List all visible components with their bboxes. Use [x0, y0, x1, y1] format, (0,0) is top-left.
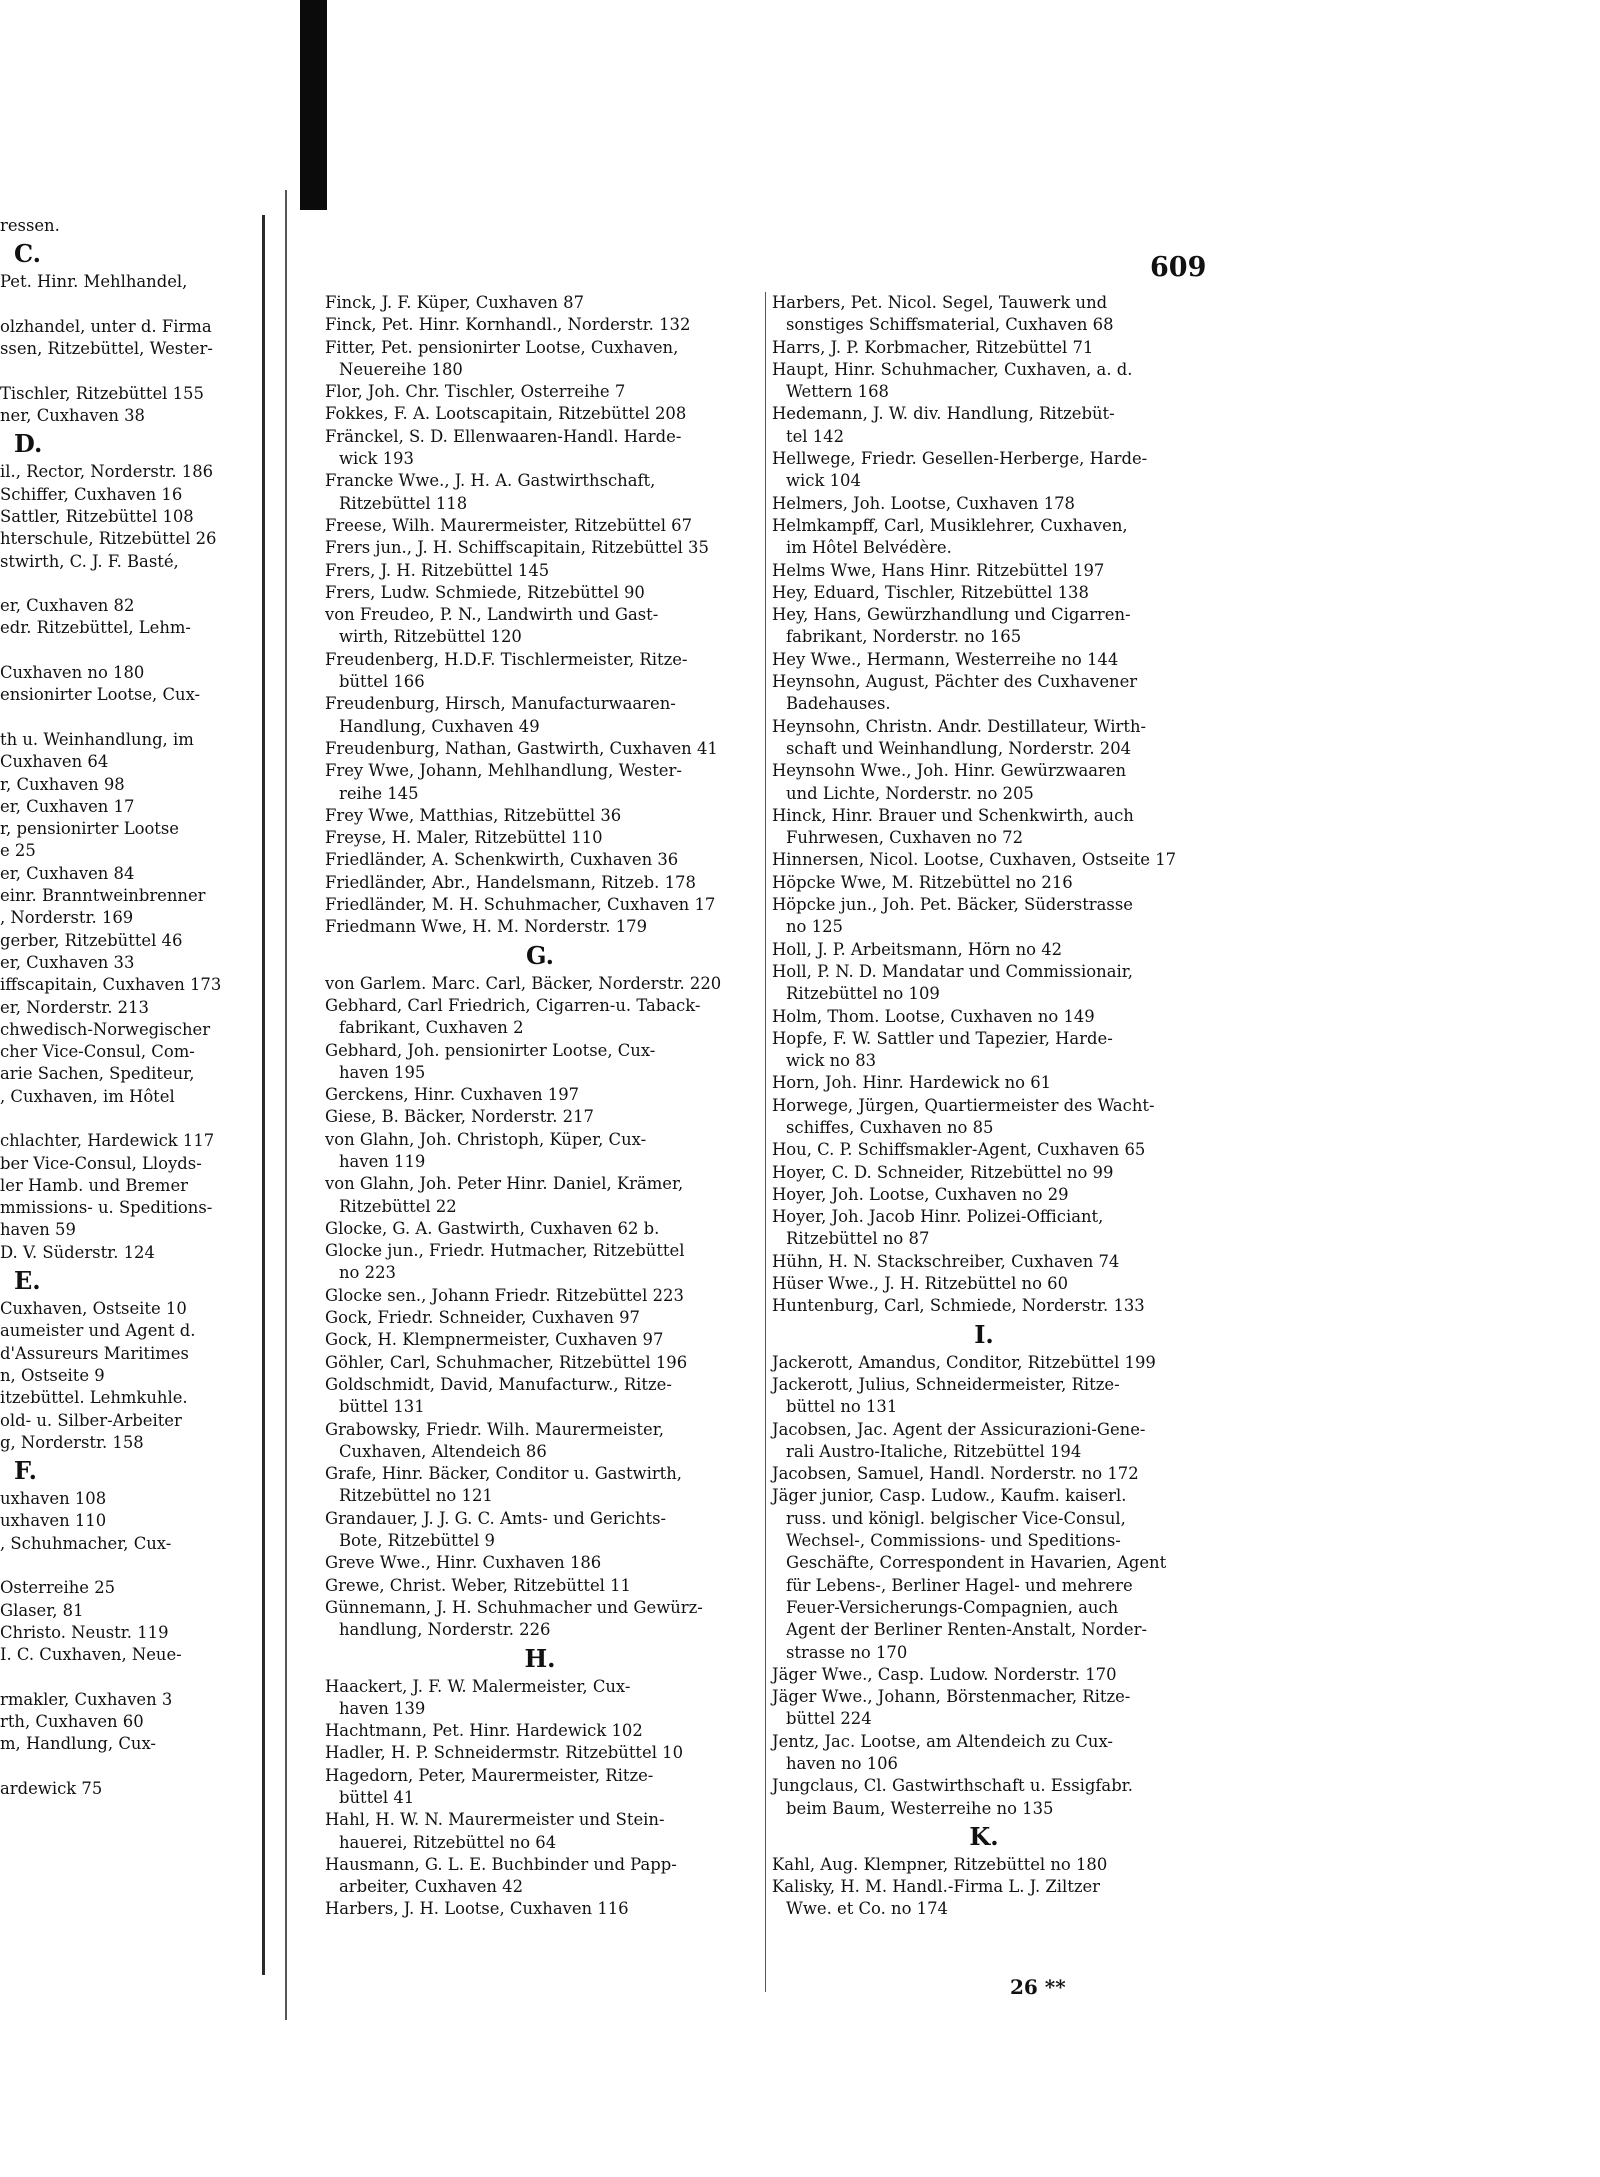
directory-entry-line: r, pensionirter Lootse: [0, 819, 180, 839]
directory-entry-line: Hopfe, F. W. Sattler und Tapezier, Harde-: [772, 1028, 1113, 1048]
entry-continuation-line: tel 142: [786, 426, 845, 446]
section-letter-heading: F.: [14, 1456, 37, 1486]
directory-entry-line: [0, 1756, 262, 1778]
directory-entry-line: er, Cuxhaven 82: [0, 596, 135, 616]
directory-entry-line: Gebhard, Carl Friedrich, Cigarren-u. Taback-: [325, 995, 701, 1015]
directory-entry-line: Cuxhaven, Ostseite 10: [0, 1299, 187, 1319]
entry-continuation-line: Ritzebüttel 22: [339, 1196, 457, 1216]
directory-entry-line: Jäger Wwe., Casp. Ludow. Norderstr. 170: [772, 1664, 1117, 1684]
directory-entry-line: Grewe, Christ. Weber, Ritzebüttel 11: [325, 1575, 631, 1595]
directory-entry-line: er, Norderstr. 213: [0, 997, 149, 1017]
directory-entry-line: Horn, Joh. Hinr. Hardewick no 61: [772, 1073, 1052, 1093]
directory-entry-line: Hedemann, J. W. div. Handlung, Ritzebüt-: [772, 404, 1115, 424]
entry-continuation-line: beim Baum, Westerreihe no 135: [786, 1798, 1054, 1818]
directory-entry-line: Frey Wwe, Johann, Mehlhandlung, Wester-: [325, 761, 682, 781]
entry-continuation-line: Ritzebüttel 118: [339, 493, 468, 513]
directory-entry-line: Göhler, Carl, Schuhmacher, Ritzebüttel 196: [325, 1352, 688, 1372]
directory-entry-line: ber Vice-Consul, Lloyds-: [0, 1153, 202, 1173]
directory-entry-line: uxhaven 110: [0, 1511, 107, 1531]
directory-entry-line: Hou, C. P. Schiffsmakler-Agent, Cuxhaven 65: [772, 1140, 1146, 1160]
directory-entry-line: old- u. Silber-Arbeiter: [0, 1410, 182, 1430]
entry-continuation-line: Geschäfte, Correspondent in Havarien, Agent: [786, 1553, 1167, 1573]
directory-entry-line: Jacobsen, Jac. Agent der Assicurazioni-Gene-: [772, 1419, 1146, 1439]
directory-entry-line: Greve Wwe., Hinr. Cuxhaven 186: [325, 1553, 602, 1573]
entry-continuation-line: Badehauses.: [786, 694, 891, 714]
entry-continuation-line: fabrikant, Norderstr. no 165: [786, 627, 1022, 647]
directory-entry-line: Helms Wwe, Hans Hinr. Ritzebüttel 197: [772, 560, 1105, 580]
directory-entry-line: Freudenburg, Hirsch, Manufacturwaaren-: [325, 694, 676, 714]
directory-entry-line: ssen, Ritzebüttel, Wester-: [0, 339, 213, 359]
entry-continuation-line: Ritzebüttel no 109: [786, 984, 940, 1004]
entry-continuation-line: handlung, Norderstr. 226: [339, 1620, 551, 1640]
directory-entry-line: Harbers, Pet. Nicol. Segel, Tauwerk und: [772, 293, 1108, 312]
directory-entry-line: , Cuxhaven, im Hôtel: [0, 1086, 175, 1106]
directory-entry-line: Sattler, Ritzebüttel 108: [0, 506, 194, 526]
directory-entry-line: Christo. Neustr. 119: [0, 1622, 169, 1642]
directory-entry-line: Friedländer, M. H. Schuhmacher, Cuxhaven 17: [325, 895, 716, 915]
entry-continuation-line: no 125: [786, 917, 843, 937]
directory-entry-line: g, Norderstr. 158: [0, 1432, 144, 1452]
directory-entry-line: Huntenburg, Carl, Schmiede, Norderstr. 133: [772, 1296, 1145, 1316]
directory-entry-line: er, Cuxhaven 84: [0, 863, 135, 883]
directory-entry-line: Flor, Joh. Chr. Tischler, Osterreihe 7: [325, 382, 626, 402]
entry-continuation-line: haven 195: [339, 1062, 426, 1082]
entry-continuation-line: reihe 145: [339, 783, 419, 803]
entry-continuation-line: Wwe. et Co. no 174: [786, 1899, 948, 1919]
directory-entry-line: gerber, Ritzebüttel 46: [0, 930, 183, 950]
directory-entry-line: Hausmann, G. L. E. Buchbinder und Papp-: [325, 1854, 677, 1874]
directory-entry-line: Glaser, 81: [0, 1600, 84, 1620]
entry-continuation-line: rali Austro-Italiche, Ritzebüttel 194: [786, 1441, 1082, 1461]
directory-entry-line: I. C. Cuxhaven, Neue-: [0, 1645, 182, 1665]
directory-entry-line: edr. Ritzebüttel, Lehm-: [0, 618, 191, 638]
directory-entry-line: [0, 1555, 262, 1577]
directory-entry-line: Horwege, Jürgen, Quartiermeister des Wacht-: [772, 1095, 1155, 1115]
directory-entry-line: [0, 573, 262, 595]
entry-continuation-line: Feuer-Versicherungs-Compagnien, auch: [786, 1597, 1119, 1617]
directory-entry-line: Hey, Eduard, Tischler, Ritzebüttel 138: [772, 582, 1089, 602]
entry-continuation-line: schaft und Weinhandlung, Norderstr. 204: [786, 738, 1132, 758]
directory-entry-line: Holl, J. P. Arbeitsmann, Hörn no 42: [772, 939, 1063, 959]
left-page-column: [0, 215, 262, 1800]
directory-entry-line: ler Hamb. und Bremer: [0, 1175, 188, 1195]
directory-entry-line: , Schuhmacher, Cux-: [0, 1533, 172, 1553]
section-letter-heading: E.: [14, 1266, 41, 1296]
directory-entry-line: Friedmann Wwe, H. M. Norderstr. 179: [325, 917, 648, 937]
directory-entry-line: Glocke sen., Johann Friedr. Ritzebüttel 223: [325, 1285, 684, 1305]
directory-entry-line: Höpcke Wwe, M. Ritzebüttel no 216: [772, 872, 1073, 892]
directory-entry-line: Harbers, J. H. Lootse, Cuxhaven 116: [325, 1899, 629, 1919]
directory-entry-line: Tischler, Ritzebüttel 155: [0, 383, 204, 403]
section-letter-heading: C.: [14, 239, 42, 269]
entry-continuation-line: hauerei, Ritzebüttel no 64: [339, 1832, 557, 1852]
directory-entry-line: Kahl, Aug. Klempner, Ritzebüttel no 180: [772, 1854, 1108, 1874]
directory-entry-line: Jentz, Jac. Lootse, am Altendeich zu Cux-: [772, 1731, 1113, 1751]
directory-entry-line: Hoyer, C. D. Schneider, Ritzebüttel no 99: [772, 1162, 1114, 1182]
section-letter-heading: K.: [969, 1821, 999, 1851]
directory-entry-line: aumeister und Agent d.: [0, 1321, 196, 1341]
directory-entry-line: Glocke, G. A. Gastwirth, Cuxhaven 62 b.: [325, 1218, 660, 1238]
directory-entry-line: Jackerott, Julius, Schneidermeister, Ritze-: [772, 1374, 1120, 1394]
directory-entry-line: rth, Cuxhaven 60: [0, 1712, 144, 1732]
directory-entry-line: Heynsohn, August, Pächter des Cuxhavener: [772, 672, 1138, 692]
directory-entry-line: von Glahn, Joh. Christoph, Küper, Cux-: [325, 1129, 647, 1149]
directory-entry-line: Grandauer, J. J. G. C. Amts- und Gerichts-: [325, 1508, 667, 1528]
directory-entry-line: Fitter, Pet. pensionirter Lootse, Cuxhaven,: [325, 337, 679, 357]
directory-entry-line: von Glahn, Joh. Peter Hinr. Daniel, Krämer,: [325, 1174, 684, 1194]
directory-entry-line: Hey, Hans, Gewürzhandlung und Cigarren-: [772, 605, 1131, 625]
section-letter-heading: G.: [526, 940, 554, 970]
directory-entry-line: chlachter, Hardewick 117: [0, 1131, 215, 1151]
directory-entry-line: Kalisky, H. M. Handl.-Firma L. J. Ziltzer: [772, 1877, 1100, 1897]
directory-entry-line: Friedländer, Abr., Handelsmann, Ritzeb. 178: [325, 872, 696, 892]
directory-entry-line: ner, Cuxhaven 38: [0, 406, 145, 426]
directory-entry-line: Hey Wwe., Hermann, Westerreihe no 144: [772, 649, 1119, 669]
entry-continuation-line: no 223: [339, 1263, 396, 1283]
directory-entry-line: [0, 1667, 262, 1689]
entry-continuation-line: wick 193: [339, 449, 414, 469]
directory-entry-line: er, Cuxhaven 33: [0, 952, 135, 972]
directory-entry-line: Haupt, Hinr. Schuhmacher, Cuxhaven, a. d.: [772, 359, 1133, 379]
directory-entry-line: Haackert, J. F. W. Malermeister, Cux-: [325, 1676, 631, 1696]
entry-continuation-line: büttel 131: [339, 1397, 425, 1417]
section-letter-heading: H.: [524, 1643, 556, 1673]
entry-continuation-line: Wechsel-, Commissions- und Speditions-: [786, 1531, 1121, 1551]
entry-continuation-line: schiffes, Cuxhaven no 85: [786, 1117, 994, 1137]
entry-continuation-line: büttel 166: [339, 672, 425, 692]
directory-entry-line: Freyse, H. Maler, Ritzebüttel 110: [325, 828, 603, 848]
directory-entry-line: Hagedorn, Peter, Maurermeister, Ritze-: [325, 1765, 654, 1785]
directory-entry-line: Frers, Ludw. Schmiede, Ritzebüttel 90: [325, 582, 645, 602]
directory-entry-line: Hellwege, Friedr. Gesellen-Herberge, Harde-: [772, 449, 1148, 469]
book-binding: [300, 0, 327, 210]
directory-entry-line: [0, 294, 262, 316]
directory-entry-line: Finck, J. F. Küper, Cuxhaven 87: [325, 293, 584, 312]
entry-continuation-line: russ. und königl. belgischer Vice-Consul,: [786, 1508, 1126, 1528]
directory-entry-line: Höpcke jun., Joh. Pet. Bäcker, Süderstrasse: [772, 895, 1133, 915]
directory-entry-line: cher Vice-Consul, Com-: [0, 1042, 195, 1062]
directory-entry-line: Heynsohn, Christn. Andr. Destillateur, Wirth-: [772, 716, 1147, 736]
directory-entry-line: il., Rector, Norderstr. 186: [0, 462, 214, 482]
entry-continuation-line: büttel 41: [339, 1788, 415, 1807]
directory-entry-line: Schiffer, Cuxhaven 16: [0, 484, 183, 504]
directory-entry-line: Günnemann, J. H. Schuhmacher und Gewürz-: [325, 1597, 703, 1617]
directory-entry-line: chwedisch-Norwegischer: [0, 1019, 211, 1039]
entry-continuation-line: Agent der Berliner Renten-Anstalt, Norder-: [786, 1620, 1147, 1640]
directory-entry-line: Gock, Friedr. Schneider, Cuxhaven 97: [325, 1308, 640, 1328]
directory-entry-line: Gerckens, Hinr. Cuxhaven 197: [325, 1085, 580, 1105]
directory-entry-line: mmissions- u. Speditions-: [0, 1198, 213, 1218]
directory-entry-line: ensionirter Lootse, Cux-: [0, 685, 201, 705]
entry-continuation-line: Ritzebüttel no 87: [786, 1229, 930, 1249]
directory-column-right: [765, 292, 1196, 1992]
directory-entry-line: Holm, Thom. Lootse, Cuxhaven no 149: [772, 1006, 1095, 1026]
directory-entry-line: Osterreihe 25: [0, 1578, 116, 1598]
directory-entry-line: [0, 707, 262, 729]
directory-entry-line: Frers jun., J. H. Schiffscapitain, Ritzebüttel 35: [325, 538, 709, 558]
entry-continuation-line: wirth, Ritzebüttel 120: [339, 627, 522, 647]
directory-entry-line: ressen.: [0, 216, 60, 235]
directory-entry-line: Gock, H. Klempnermeister, Cuxhaven 97: [325, 1330, 664, 1350]
directory-entry-line: Giese, B. Bäcker, Norderstr. 217: [325, 1107, 594, 1127]
directory-entry-line: Pet. Hinr. Mehlhandel,: [0, 272, 188, 292]
entry-continuation-line: haven no 106: [786, 1754, 898, 1773]
entry-continuation-line: sonstiges Schiffsmaterial, Cuxhaven 68: [786, 315, 1114, 335]
directory-entry-line: Francke Wwe., J. H. A. Gastwirthschaft,: [325, 471, 656, 491]
entry-continuation-line: Bote, Ritzebüttel 9: [339, 1531, 495, 1551]
directory-entry-line: arie Sachen, Spediteur,: [0, 1064, 195, 1084]
entry-continuation-line: strasse no 170: [786, 1642, 908, 1662]
directory-entry-line: Harrs, J. P. Korbmacher, Ritzebüttel 71: [772, 337, 1094, 357]
directory-entry-line: Jungclaus, Cl. Gastwirthschaft u. Essigfabr.: [772, 1776, 1133, 1796]
directory-entry-line: stwirth, C. J. F. Basté,: [0, 551, 179, 571]
directory-entry-line: Hahl, H. W. N. Maurermeister und Stein-: [325, 1810, 665, 1830]
directory-entry-line: Heynsohn Wwe., Joh. Hinr. Gewürzwaaren: [772, 761, 1127, 781]
directory-entry-line: Fränckel, S. D. Ellenwaaren-Handl. Harde-: [325, 426, 682, 446]
directory-entry-line: von Garlem. Marc. Carl, Bäcker, Norderstr. 220: [325, 973, 722, 993]
entry-continuation-line: haven 119: [339, 1151, 426, 1171]
left-page: [0, 215, 265, 1975]
footer-signature: 26 **: [1010, 1975, 1066, 1999]
directory-entry-line: th u. Weinhandlung, im: [0, 729, 194, 749]
directory-entry-line: er, Cuxhaven 17: [0, 796, 135, 816]
directory-entry-line: olzhandel, unter d. Firma: [0, 316, 212, 336]
directory-entry-line: Hoyer, Joh. Jacob Hinr. Polizei-Officiant,: [772, 1207, 1104, 1227]
directory-entry-line: Frey Wwe, Matthias, Ritzebüttel 36: [325, 805, 622, 825]
directory-entry-line: von Freudeo, P. N., Landwirth und Gast-: [325, 605, 659, 625]
directory-entry-line: [0, 360, 262, 382]
entry-continuation-line: arbeiter, Cuxhaven 42: [339, 1877, 524, 1897]
directory-entry-line: Frers, J. H. Ritzebüttel 145: [325, 560, 550, 580]
directory-entry-line: haven 59: [0, 1220, 76, 1240]
entry-continuation-line: Wettern 168: [786, 382, 889, 402]
directory-entry-line: Hoyer, Joh. Lootse, Cuxhaven no 29: [772, 1184, 1069, 1204]
page-number: 609: [1150, 252, 1207, 283]
directory-entry-line: Hühn, H. N. Stackschreiber, Cuxhaven 74: [772, 1251, 1120, 1271]
directory-entry-line: r, Cuxhaven 98: [0, 774, 125, 794]
entry-continuation-line: Neuereihe 180: [339, 359, 463, 379]
directory-entry-line: Fokkes, F. A. Lootscapitain, Ritzebüttel 208: [325, 404, 687, 424]
directory-entry-line: [0, 640, 262, 662]
section-letter-heading: I.: [974, 1319, 994, 1349]
directory-entry-line: Freudenburg, Nathan, Gastwirth, Cuxhaven 41: [325, 738, 718, 758]
section-letter-heading: D.: [14, 429, 43, 459]
directory-entry-line: [0, 1108, 262, 1130]
directory-entry-line: Jäger junior, Casp. Ludow., Kaufm. kaiserl.: [772, 1486, 1127, 1506]
directory-column-left: [325, 292, 755, 1992]
directory-entry-line: Grabowsky, Friedr. Wilh. Maurermeister,: [325, 1419, 664, 1439]
directory-entry-line: Gebhard, Joh. pensionirter Lootse, Cux-: [325, 1040, 656, 1060]
directory-entry-line: Hadler, H. P. Schneidermstr. Ritzebüttel 10: [325, 1743, 684, 1763]
entry-continuation-line: Cuxhaven, Altendeich 86: [339, 1441, 547, 1461]
directory-entry-line: m, Handlung, Cux-: [0, 1734, 156, 1754]
directory-entry-line: Cuxhaven no 180: [0, 663, 145, 683]
directory-entry-line: einr. Branntweinbrenner: [0, 886, 206, 906]
directory-entry-line: Freudenberg, H.D.F. Tischlermeister, Ritze-: [325, 649, 688, 669]
directory-entry-line: Friedländer, A. Schenkwirth, Cuxhaven 36: [325, 850, 679, 870]
directory-entry-line: iffscapitain, Cuxhaven 173: [0, 975, 222, 995]
entry-continuation-line: für Lebens-, Berliner Hagel- und mehrere: [786, 1575, 1133, 1595]
directory-entry-line: Hachtmann, Pet. Hinr. Hardewick 102: [325, 1721, 643, 1741]
directory-entry-line: Helmkampff, Carl, Musiklehrer, Cuxhaven,: [772, 515, 1128, 535]
directory-entry-line: Holl, P. N. D. Mandatar und Commissionair,: [772, 961, 1133, 981]
directory-entry-line: Hinnersen, Nicol. Lootse, Cuxhaven, Ostseite 17: [772, 850, 1177, 870]
directory-entry-line: e 25: [0, 841, 36, 861]
entry-continuation-line: Handlung, Cuxhaven 49: [339, 716, 540, 736]
directory-entry-line: Goldschmidt, David, Manufacturw., Ritze-: [325, 1374, 672, 1394]
entry-continuation-line: wick no 83: [786, 1051, 877, 1071]
entry-continuation-line: Fuhrwesen, Cuxhaven no 72: [786, 828, 1024, 848]
entry-continuation-line: büttel no 131: [786, 1397, 898, 1417]
entry-continuation-line: und Lichte, Norderstr. no 205: [786, 783, 1034, 803]
directory-entry-line: Freese, Wilh. Maurermeister, Ritzebüttel 67: [325, 515, 693, 535]
directory-entry-line: Hüser Wwe., J. H. Ritzebüttel no 60: [772, 1274, 1069, 1294]
entry-continuation-line: fabrikant, Cuxhaven 2: [339, 1018, 524, 1038]
directory-entry-line: Jäger Wwe., Johann, Börstenmacher, Ritze-: [772, 1687, 1131, 1707]
directory-entry-line: Jacobsen, Samuel, Handl. Norderstr. no 172: [772, 1464, 1139, 1484]
directory-entry-line: uxhaven 108: [0, 1489, 107, 1509]
directory-entry-line: Cuxhaven 64: [0, 752, 109, 772]
directory-entry-line: Finck, Pet. Hinr. Kornhandl., Norderstr. 132: [325, 315, 691, 335]
directory-entry-line: itzebüttel. Lehmkuhle.: [0, 1388, 188, 1408]
directory-entry-line: d'Assureurs Maritimes: [0, 1343, 189, 1363]
directory-entry-line: ardewick 75: [0, 1779, 103, 1798]
entry-continuation-line: wick 104: [786, 471, 861, 491]
entry-continuation-line: haven 139: [339, 1698, 426, 1718]
entry-continuation-line: Ritzebüttel no 121: [339, 1486, 493, 1506]
directory-entry-line: Hinck, Hinr. Brauer und Schenkwirth, auch: [772, 805, 1134, 825]
directory-entry-line: Jackerott, Amandus, Conditor, Ritzebüttel 199: [772, 1352, 1156, 1372]
directory-entry-line: , Norderstr. 169: [0, 908, 134, 928]
directory-entry-line: Helmers, Joh. Lootse, Cuxhaven 178: [772, 493, 1075, 513]
directory-entry-line: D. V. Süderstr. 124: [0, 1242, 155, 1262]
directory-entry-line: rmakler, Cuxhaven 3: [0, 1689, 173, 1709]
entry-continuation-line: im Hôtel Belvédère.: [786, 538, 952, 558]
directory-entry-line: Grafe, Hinr. Bäcker, Conditor u. Gastwirth,: [325, 1464, 683, 1484]
directory-entry-line: Glocke jun., Friedr. Hutmacher, Ritzebüttel: [325, 1241, 685, 1261]
directory-entry-line: n, Ostseite 9: [0, 1365, 105, 1385]
entry-continuation-line: büttel 224: [786, 1709, 872, 1729]
directory-columns: [325, 292, 1205, 1992]
directory-entry-line: hterschule, Ritzebüttel 26: [0, 529, 217, 549]
